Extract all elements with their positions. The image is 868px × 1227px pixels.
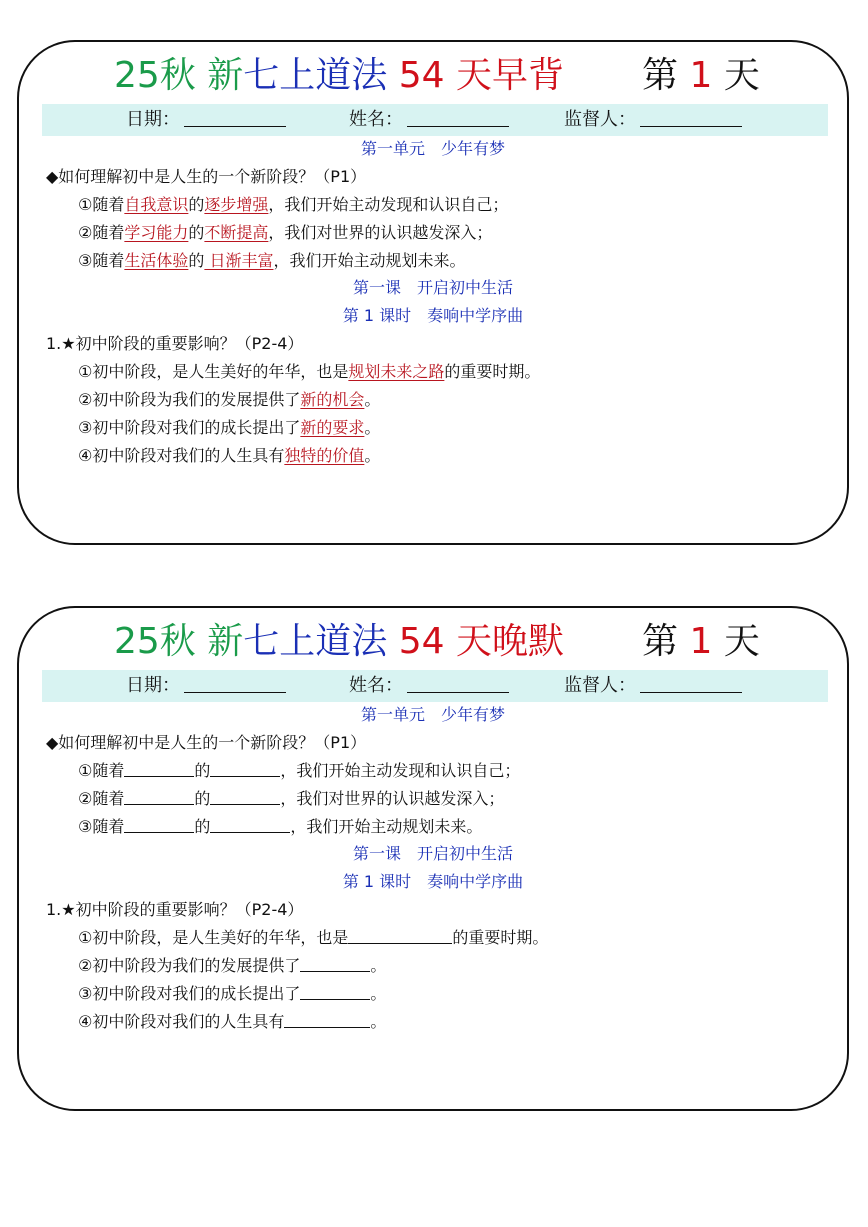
name-field[interactable]: 姓名： (349, 670, 509, 702)
supervisor-field[interactable]: 监督人： (564, 670, 742, 702)
day-label: 第 1 天 (642, 621, 760, 662)
answer-line: ②随着学习能力的不断提高，我们对世界的认识越发深入； (78, 223, 493, 242)
question-heading: 1.★初中阶段的重要影响？（P2-4） (46, 900, 304, 919)
blank-line: ②随着 的 ，我们对世界的认识越发深入； (78, 789, 505, 808)
name-blank[interactable] (407, 672, 509, 693)
date-blank[interactable] (184, 672, 286, 693)
blank-line: ④初中阶段对我们的人生具有 。 (78, 1012, 387, 1031)
fill-blank[interactable] (284, 1011, 370, 1028)
card-title (19, 616, 847, 668)
date-field[interactable]: 日期： (126, 670, 286, 702)
blank-line: ②初中阶段为我们的发展提供了 。 (78, 956, 387, 975)
answer-line: ②初中阶段为我们的发展提供了新的机会。 (78, 390, 381, 409)
recite-card (17, 40, 849, 545)
dictation-card (17, 606, 849, 1111)
unit-heading: 第一单元 少年有梦 (360, 705, 505, 724)
fill-blank[interactable] (210, 760, 280, 777)
fill-blank[interactable] (348, 927, 452, 944)
lesson-heading: 第一课 开启初中生活 (352, 278, 513, 297)
info-bar (42, 670, 828, 702)
answer-line: ①随着自我意识的逐步增强，我们开始主动发现和认识自己； (78, 195, 509, 214)
answer-line: ④初中阶段对我们的人生具有独特的价值。 (78, 446, 381, 465)
supervisor-blank[interactable] (640, 672, 742, 693)
supervisor-field[interactable]: 监督人： (564, 104, 742, 136)
fill-blank[interactable] (124, 816, 194, 833)
lesson-heading: 第一课 开启初中生活 (352, 844, 513, 863)
supervisor-blank[interactable] (640, 106, 742, 127)
info-bar (42, 104, 828, 136)
question-heading: ◆如何理解初中是人生的一个新阶段？（P1） (46, 167, 367, 186)
fill-blank[interactable] (124, 788, 194, 805)
period-heading: 第 1 课时 奏响中学序曲 (342, 306, 524, 325)
answer-line: ③随着生活体验的 日渐丰富，我们开始主动规划未来。 (78, 251, 466, 270)
blank-line: ①随着 的 ，我们开始主动发现和认识自己； (78, 761, 521, 780)
day-label: 第 1 天 (642, 55, 760, 96)
fill-blank[interactable] (300, 955, 370, 972)
blank-line: ①初中阶段，是人生美好的年华，也是 的重要时期。 (78, 928, 549, 947)
blank-line: ③初中阶段对我们的成长提出了 。 (78, 984, 387, 1003)
title-text: 25秋 新七上道法 54 天晚默 (114, 621, 565, 662)
question-heading: ◆如何理解初中是人生的一个新阶段？（P1） (46, 733, 367, 752)
answer-line: ①初中阶段，是人生美好的年华，也是规划未来之路的重要时期。 (78, 362, 541, 381)
name-field[interactable]: 姓名： (349, 104, 509, 136)
fill-blank[interactable] (210, 816, 290, 833)
fill-blank[interactable] (210, 788, 280, 805)
blank-line: ③随着 的 ，我们开始主动规划未来。 (78, 817, 483, 836)
fill-blank[interactable] (300, 983, 370, 1000)
title-text: 25秋 新七上道法 54 天早背 (114, 55, 565, 96)
fill-blank[interactable] (124, 760, 194, 777)
date-field[interactable]: 日期： (126, 104, 286, 136)
question-heading: 1.★初中阶段的重要影响？（P2-4） (46, 334, 304, 353)
name-blank[interactable] (407, 106, 509, 127)
card-title (19, 50, 847, 102)
answer-line: ③初中阶段对我们的成长提出了新的要求。 (78, 418, 381, 437)
unit-heading: 第一单元 少年有梦 (360, 139, 505, 158)
date-blank[interactable] (184, 106, 286, 127)
period-heading: 第 1 课时 奏响中学序曲 (342, 872, 524, 891)
